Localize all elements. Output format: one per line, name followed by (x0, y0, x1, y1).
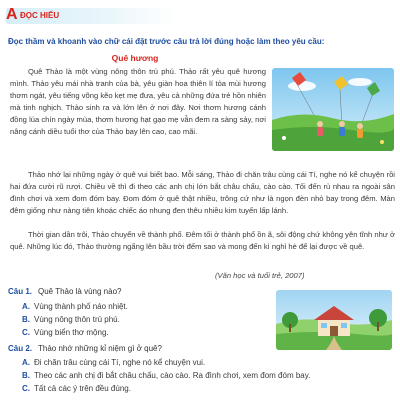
instruction-text: Đọc thầm và khoanh vào chữ cái đặt trước câu trả lời đúng hoặc làm theo yêu cầu: (8, 37, 325, 46)
question-2-option-a-text: Đi chăn trâu cùng cái Tí, nghe nó kể chuyện vui. (34, 358, 206, 367)
question-2-option-a-letter[interactable]: A. (22, 358, 30, 367)
story-source: (Văn học và tuổi trẻ, 2007) (215, 271, 305, 280)
question-2-text: Thảo nhớ những kỉ niệm gì ở quê? (38, 344, 162, 353)
question-2-label: Câu 2. (8, 344, 33, 353)
children-flying-kites-illustration (272, 68, 394, 151)
question-1-option-a-letter[interactable]: A. (22, 302, 30, 311)
story-paragraph-1: Quê Thảo là một vùng nông thôn trù phú. Thảo rất yêu quê hương mình. Thảo yêu mái nhà tranh của bà, yêu giàn hoa thiên lí tỏa mùi hương thơm ngát, yêu tiếng võng kẽo kẹt mẹ đưa, yêu cả những đứa trẻ hồn nhiên mà tinh nghịch. Thảo sinh ra và lớn lên ở nơi đây. Nơi thơm hương cánh đồng lúa chín ngày mùa, thơm hương hạt gạo mẹ vẫn đem ra sàng sảy, nơi nâng cánh diều tuổi thơ của Thảo bay lên cao, cao mãi. (10, 67, 266, 136)
question-1-text: Quê Thảo là vùng nào? (38, 287, 122, 296)
question-1-option-c-letter[interactable]: C. (22, 328, 30, 337)
question-2-option-b-letter[interactable]: B. (22, 371, 30, 380)
question-1-label: Câu 1. (8, 287, 33, 296)
question-2-option-c-text: Tất cả các ý trên đều đúng. (34, 384, 131, 393)
question-1-option-b-text: Vùng nông thôn trù phú. (34, 315, 120, 324)
question-1-option-b-letter[interactable]: B. (22, 315, 30, 324)
question-2-option-b-text: Theo các anh chị đi bắt châu chấu, cào cào. Ra đình chơi, xem đom đóm bay. (34, 371, 311, 380)
section-letter: A (6, 6, 18, 23)
question-1-option-a-text: Vùng thành phố náo nhiệt. (34, 302, 128, 311)
countryside-house-illustration (276, 290, 392, 350)
section-title: ĐỌC HIỂU (20, 11, 60, 20)
kites-image-icon (272, 68, 394, 151)
story-paragraph-3: Thời gian dần trôi, Thảo chuyển về thành phố. Đêm tối ở thành phố ồn ã, sôi động chứ không yên tĩnh như ở quê. Những lúc đó, Thảo thường ngẩng lên bầu trời đếm sao và mong đến kì nghỉ hè để lại được về quê. (10, 230, 395, 251)
question-2-option-c-letter[interactable]: C. (22, 384, 30, 393)
house-image-icon (276, 290, 392, 350)
question-1-option-c-text: Vùng biển thơ mộng. (34, 328, 109, 337)
story-title: Quê hương (111, 53, 159, 63)
story-paragraph-2: Thảo nhớ lại những ngày ở quê vui biết bao. Mỗi sáng, Thảo đi chăn trâu cùng cái Tí, nghe nó kể chuyện rồi hai đứa cười rũ rượi. Chiều về thì đi theo các anh chị lớn bắt châu chấu, cào cào. Tối đến rủ nhau ra ngoài sân đình chơi và xem đom đóm bay. Đom đóm ở quê thật nhiều, trông cứ như là ngọn đèn nhỏ bay trong đêm. Màn đêm giống như nàng tiên khoác chiếc áo nhung đen thêu nhiều kim tuyến lấp lánh. (10, 170, 395, 215)
